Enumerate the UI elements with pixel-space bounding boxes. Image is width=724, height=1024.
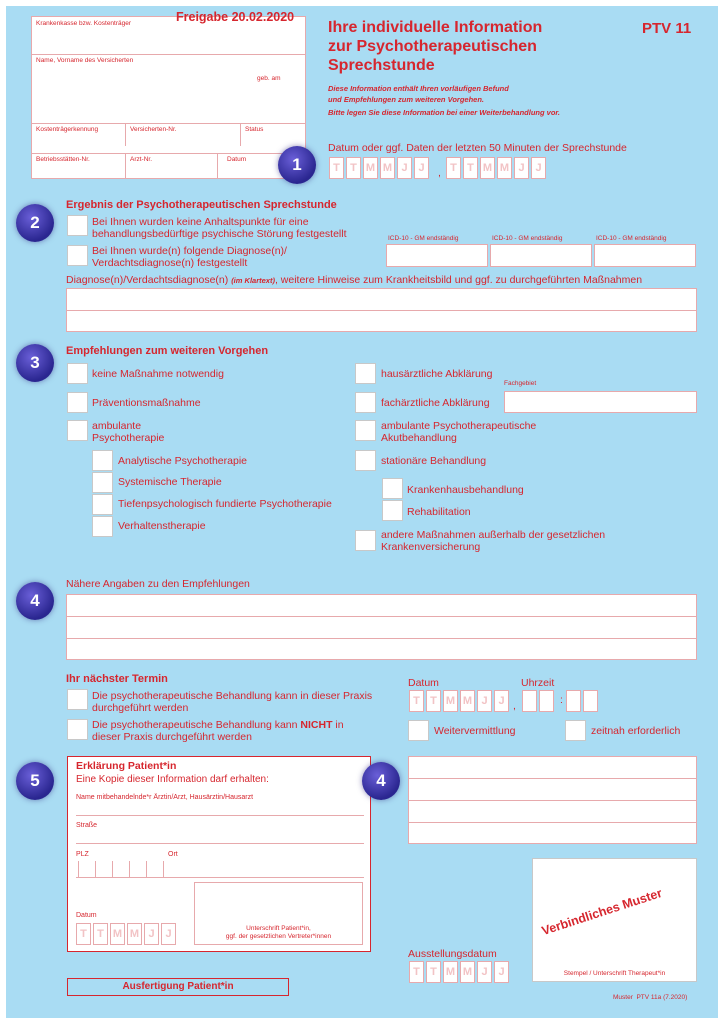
form-page xyxy=(6,6,718,1018)
date-digit[interactable]: M xyxy=(380,157,395,179)
date-digit[interactable]: T xyxy=(409,690,424,712)
rehab-checkbox[interactable] xyxy=(382,500,403,521)
versnr-label: Versicherten-Nr. xyxy=(130,126,177,133)
copy-patient-box xyxy=(67,978,289,996)
other-measures-label xyxy=(381,529,605,553)
additional-notes-field[interactable] xyxy=(408,756,697,844)
ambulant-line-2: Psychotherapie xyxy=(92,432,165,444)
diagnosis-label xyxy=(92,245,287,269)
analytic-checkbox[interactable] xyxy=(92,450,113,471)
specialist-label: fachärztliche Abklärung xyxy=(381,397,490,409)
date-digit[interactable]: J xyxy=(494,961,509,983)
date-separator: , xyxy=(438,167,441,179)
section-1-badge: 1 xyxy=(278,146,316,184)
date-digit[interactable]: M xyxy=(110,923,125,945)
section-2-heading: Ergebnis der Psychotherapeutischen Sprechstunde xyxy=(66,199,337,211)
hour-digit-1[interactable] xyxy=(522,690,537,712)
not-here-line-2: dieser Praxis durchgeführt werden xyxy=(92,731,252,743)
section-2-badge: 2 xyxy=(16,204,54,242)
signature-caption-2: ggf. der gesetzlichen Vertreter*innen xyxy=(225,933,332,940)
city-label: Ort xyxy=(168,851,178,858)
diagnosis-text-field[interactable] xyxy=(66,288,697,332)
title-line-3: Sprechstunde xyxy=(328,57,435,74)
patient-copy-line: Eine Kopie dieser Information darf erhalten: xyxy=(76,774,269,785)
date-digit[interactable]: J xyxy=(514,157,529,179)
acute-line-1: ambulante Psychotherapeutische xyxy=(381,420,537,432)
insurance-box xyxy=(31,16,306,179)
subtitle-line-2: und Empfehlungen zum weiteren Vorgehen. xyxy=(328,95,484,104)
diagnosis-line-2: Verdachtsdiagnose(n) festgestellt xyxy=(92,257,248,269)
section-3-heading: Empfehlungen zum weiteren Vorgehen xyxy=(66,345,269,357)
recommendation-details-field[interactable] xyxy=(66,594,697,660)
icd-label-1: ICD-10 - GM endständig xyxy=(388,235,459,242)
depth-psych-label: Tiefenpsychologisch fundierte Psychotherapie xyxy=(118,498,332,510)
title-line-1: Ihre individuelle Information xyxy=(328,19,543,36)
date-digit[interactable]: J xyxy=(414,157,429,179)
specialist-checkbox[interactable] xyxy=(355,392,376,413)
date-digit[interactable]: M xyxy=(127,923,142,945)
section-4-label: Nähere Angaben zu den Empfehlungen xyxy=(66,578,250,590)
hospital-checkbox[interactable] xyxy=(382,478,403,499)
referral-checkbox[interactable] xyxy=(408,720,429,741)
acute-treatment-label xyxy=(381,420,536,444)
not-here-b: NICHT xyxy=(300,719,333,731)
datum-label: Datum xyxy=(227,156,247,163)
stamp-caption: Stempel / Unterschrift Therapeut*in xyxy=(563,970,666,977)
prevention-checkbox[interactable] xyxy=(67,392,88,413)
date-digit[interactable]: J xyxy=(494,690,509,712)
date-digit[interactable]: J xyxy=(397,157,412,179)
treat-not-here-checkbox[interactable] xyxy=(67,719,88,740)
name-label: Name, Vorname des Versicherten xyxy=(36,57,134,64)
prevention-label: Präventionsmaßnahme xyxy=(92,397,201,409)
other-line-2: Krankenversicherung xyxy=(381,541,481,553)
diagnosis-checkbox[interactable] xyxy=(67,245,88,266)
diagnosis-text-label xyxy=(66,274,642,287)
issue-date-label: Ausstellungsdatum xyxy=(408,948,497,960)
date-digit[interactable]: M xyxy=(363,157,378,179)
form-subtitle xyxy=(328,83,560,118)
urgent-label: zeitnah erforderlich xyxy=(591,725,681,737)
other-line-1: andere Maßnahmen außerhalb der gesetzlichen xyxy=(381,529,606,541)
kennung-label: Kostenträgerkennung xyxy=(36,126,99,133)
behavior-therapy-label: Verhaltenstherapie xyxy=(118,520,206,532)
gp-label: hausärztliche Abklärung xyxy=(381,368,493,380)
diagnosis-line-1: Bei Ihnen wurde(n) folgende Diagnose(n)/ xyxy=(92,245,287,257)
appt-date-label: Datum xyxy=(408,677,439,689)
gp-checkbox[interactable] xyxy=(355,363,376,384)
diag-label-klartext: (im Klartext) xyxy=(231,276,275,285)
bsnr-label: Betriebsstätten-Nr. xyxy=(36,156,90,163)
signature-field[interactable] xyxy=(194,882,363,945)
section-4b-badge: 4 xyxy=(362,762,400,800)
recipient-name-label: Name mitbehandelnde*r Ärztin/Arzt, Hausärztin/Hausarzt xyxy=(76,794,254,801)
arztnr-label: Arzt-Nr. xyxy=(130,156,153,163)
insurance-label: Krankenkasse bzw. Kostenträger xyxy=(36,20,132,27)
release-date: Freigabe 20.02.2020 xyxy=(176,10,295,24)
diag-label-rest: , weitere Hinweise zum Krankheitsbild und ggf. zu durchgeführten Maßnahmen xyxy=(274,274,643,286)
date-digit[interactable]: M xyxy=(443,961,458,983)
copy-patient-label: Ausfertigung Patient*in xyxy=(122,981,234,992)
diag-label-main: Diagnose(n)/Verdachtsdiagnose(n) xyxy=(66,274,229,286)
date-digit[interactable]: M xyxy=(443,690,458,712)
hour-digit-2[interactable] xyxy=(539,690,554,712)
subtitle-line-3: Bitte legen Sie diese Information bei einer Weiterbehandlung vor. xyxy=(328,108,560,117)
date-digit[interactable]: T xyxy=(329,157,344,179)
zip-label: PLZ xyxy=(76,851,89,858)
systemic-label: Systemische Therapie xyxy=(118,476,222,488)
date-digit[interactable]: J xyxy=(477,690,492,712)
date-digit[interactable]: T xyxy=(76,923,91,945)
referral-label: Weitervermittlung xyxy=(434,725,516,737)
no-finding-line-1: Bei Ihnen wurden keine Anhaltspunkte für eine xyxy=(92,216,309,228)
date-digit[interactable]: T xyxy=(446,157,461,179)
acute-treatment-checkbox[interactable] xyxy=(355,420,376,441)
date-digit[interactable]: M xyxy=(497,157,512,179)
treat-here-line-1: Die psychotherapeutische Behandlung kann in dieser Praxis xyxy=(92,690,373,702)
signature-caption xyxy=(195,925,362,941)
treat-not-here-label xyxy=(92,719,344,743)
section-1-label: Datum oder ggf. Daten der letzten 50 Minuten der Sprechstunde xyxy=(328,142,627,154)
date-digit[interactable]: T xyxy=(93,923,108,945)
no-measure-checkbox[interactable] xyxy=(67,363,88,384)
icd-label-3: ICD-10 - GM endständig xyxy=(596,235,667,242)
title-line-2: zur Psychotherapeutischen xyxy=(328,38,537,55)
fachgebiet-field[interactable] xyxy=(504,391,697,413)
appt-comma: , xyxy=(513,700,516,712)
icd-field-3[interactable] xyxy=(594,244,696,267)
status-label: Status xyxy=(245,126,264,133)
icd-label-2: ICD-10 - GM endständig xyxy=(492,235,563,242)
urgent-checkbox[interactable] xyxy=(565,720,586,741)
street-label: Straße xyxy=(76,822,98,829)
date-digit[interactable]: M xyxy=(460,961,475,983)
icd-field-2[interactable] xyxy=(490,244,592,267)
date-digit[interactable]: T xyxy=(346,157,361,179)
not-here-c: in xyxy=(332,719,344,731)
time-colon: : xyxy=(560,694,563,706)
date-digit[interactable]: T xyxy=(426,690,441,712)
fachgebiet-label: Fachgebiet xyxy=(504,380,537,387)
treat-here-label xyxy=(92,690,372,714)
not-here-a: Die psychotherapeutische Behandlung kann xyxy=(92,719,301,731)
inpatient-checkbox[interactable] xyxy=(355,450,376,471)
next-appointment-heading: Ihr nächster Termin xyxy=(66,673,168,685)
behavior-therapy-checkbox[interactable] xyxy=(92,516,113,537)
date-digit[interactable]: T xyxy=(409,961,424,983)
patient-consent-title: Erklärung Patient*in xyxy=(76,760,177,772)
acute-line-2: Akutbehandlung xyxy=(381,432,457,444)
treat-here-line-2: durchgeführt werden xyxy=(92,702,189,714)
inpatient-label: stationäre Behandlung xyxy=(381,455,487,467)
patient-date-label: Datum xyxy=(76,912,97,919)
date-digit[interactable]: M xyxy=(480,157,495,179)
treat-here-checkbox[interactable] xyxy=(67,689,88,710)
icd-field-1[interactable] xyxy=(386,244,488,267)
date-digit[interactable]: M xyxy=(460,690,475,712)
patient-consent-box xyxy=(67,756,371,952)
section-4-badge: 4 xyxy=(16,582,54,620)
date-digit[interactable]: J xyxy=(144,923,159,945)
other-measures-checkbox[interactable] xyxy=(355,530,376,551)
no-finding-checkbox[interactable] xyxy=(67,215,88,236)
no-finding-label xyxy=(92,216,347,240)
form-version: Muster PTV 11a (7.2020) xyxy=(613,994,688,1001)
section-3-badge: 3 xyxy=(16,344,54,382)
analytic-label: Analytische Psychotherapie xyxy=(118,455,247,467)
form-code: PTV 11 xyxy=(642,20,692,37)
depth-psych-checkbox[interactable] xyxy=(92,494,113,515)
rehab-label: Rehabilitation xyxy=(407,506,471,518)
systemic-checkbox[interactable] xyxy=(92,472,113,493)
date-digit[interactable]: T xyxy=(426,961,441,983)
signature-caption-1: Unterschrift Patient*in, xyxy=(246,925,311,932)
no-measure-label: keine Maßnahme notwendig xyxy=(92,368,224,380)
watermark-text: Verbindliches Muster xyxy=(539,885,664,939)
date-digit[interactable]: J xyxy=(161,923,176,945)
appt-time-label: Uhrzeit xyxy=(521,677,555,689)
date-digit[interactable]: T xyxy=(463,157,478,179)
ambulant-psychotherapy-checkbox[interactable] xyxy=(67,420,88,441)
minute-digit-2[interactable] xyxy=(583,690,598,712)
minute-digit-1[interactable] xyxy=(566,690,581,712)
form-title xyxy=(328,18,542,75)
no-finding-line-2: behandlungsbedürftige psychische Störung festgestellt xyxy=(92,228,347,240)
section-5-badge: 5 xyxy=(16,762,54,800)
ambulant-line-1: ambulante xyxy=(92,420,142,432)
date-digit[interactable]: J xyxy=(531,157,546,179)
stamp-box[interactable] xyxy=(532,858,697,982)
subtitle-line-1: Diese Information enthält Ihren vorläufigen Befund xyxy=(328,84,509,93)
ambulant-psychotherapy-label xyxy=(92,420,164,444)
birthdate-label: geb. am xyxy=(257,75,281,82)
hospital-label: Krankenhausbehandlung xyxy=(407,484,524,496)
date-digit[interactable]: J xyxy=(477,961,492,983)
